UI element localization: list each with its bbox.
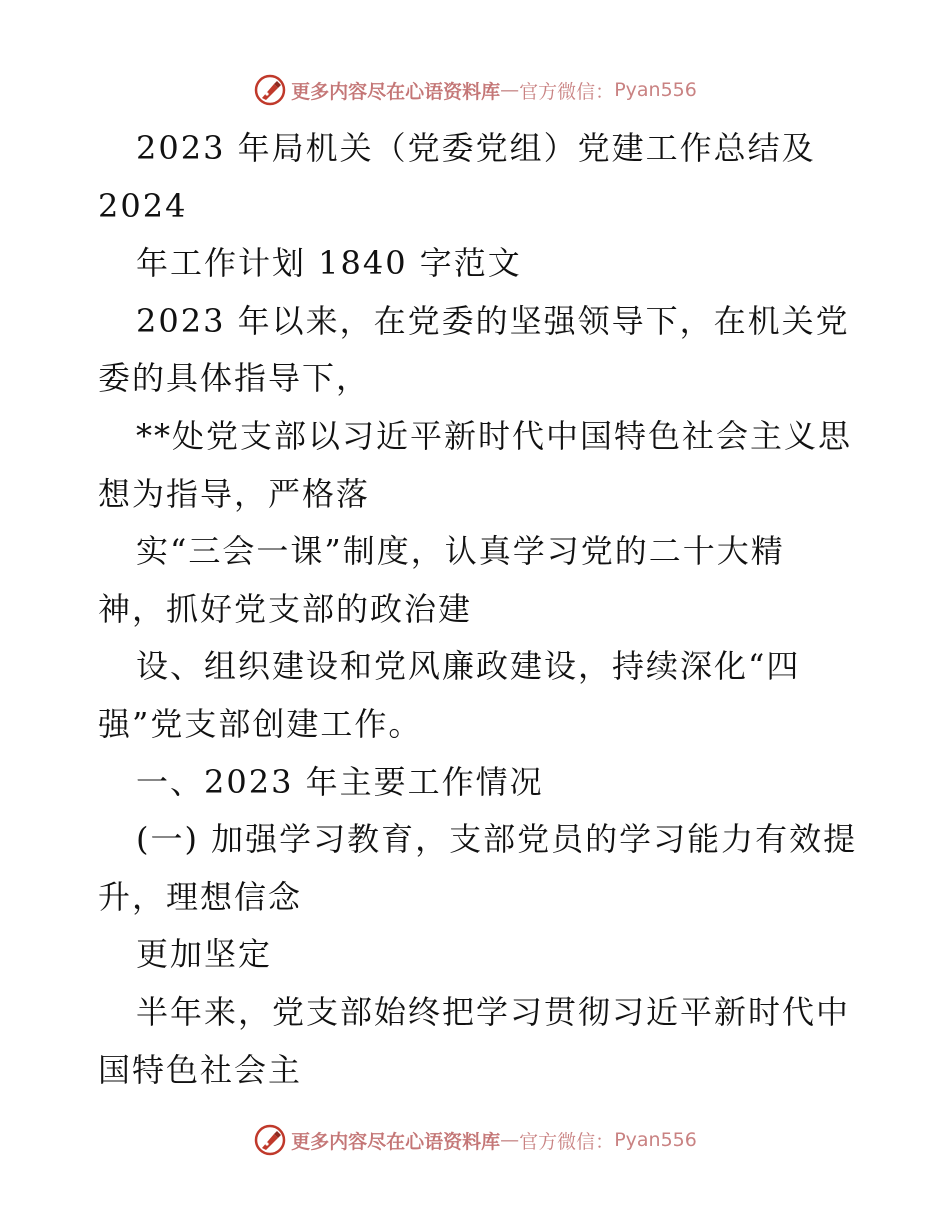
doc-title-line-3: 年工作计划 1840 字范文: [136, 244, 522, 283]
watermark-dash: —: [500, 79, 520, 101]
doc-title-line-2: 2024: [98, 186, 188, 225]
watermark-handle: Pyan556: [614, 1129, 697, 1151]
pen-nib-logo-icon: [253, 1123, 287, 1157]
watermark-official-label: 官方微信：: [519, 80, 615, 103]
watermark-dash: —: [500, 1129, 520, 1151]
doc-paragraph-line: 委的具体指导下，: [98, 359, 371, 398]
doc-title-line-1: 2023 年局机关（党委党组）党建工作总结及: [136, 129, 816, 167]
doc-paragraph-line: 实“三会一课”制度，认真学习党的二十大精: [136, 532, 785, 571]
doc-subsection-heading-cont: 更加坚定: [136, 935, 273, 974]
doc-section-heading: 一、2023 年主要工作情况: [136, 762, 544, 801]
doc-paragraph-line: 2023 年以来，在党委的坚强领导下，在机关党: [136, 301, 850, 340]
doc-paragraph-line: 强”党支部创建工作。: [98, 704, 423, 743]
watermark-header: [0, 70, 950, 110]
doc-paragraph-line: 国特色社会主: [98, 1050, 303, 1089]
doc-paragraph-line: 神，抓好党支部的政治建: [98, 589, 473, 628]
watermark-handle: Pyan556: [614, 79, 697, 101]
watermark-main-text: 更多内容尽在心语资料库: [291, 80, 501, 103]
doc-paragraph-line: 设、组织建设和党风廉政建设，持续深化“四: [136, 647, 801, 686]
doc-paragraph-line: 半年来，党支部始终把学习贯彻习近平新时代中: [136, 992, 851, 1031]
document-body: [98, 120, 858, 1099]
watermark-main-text: 更多内容尽在心语资料库: [291, 1130, 501, 1153]
doc-paragraph-line: **处党支部以习近平新时代中国特色社会主义思: [136, 416, 853, 455]
doc-subsection-heading: (一) 加强学习教育，支部党员的学习能力有效提: [136, 820, 858, 859]
doc-subsection-heading-cont: 升，理想信念: [98, 877, 303, 916]
watermark-official-label: 官方微信：: [519, 1130, 615, 1153]
watermark-footer: [0, 1120, 950, 1160]
doc-paragraph-line: 想为指导，严格落: [98, 474, 371, 513]
pen-nib-logo-icon: [253, 73, 287, 107]
